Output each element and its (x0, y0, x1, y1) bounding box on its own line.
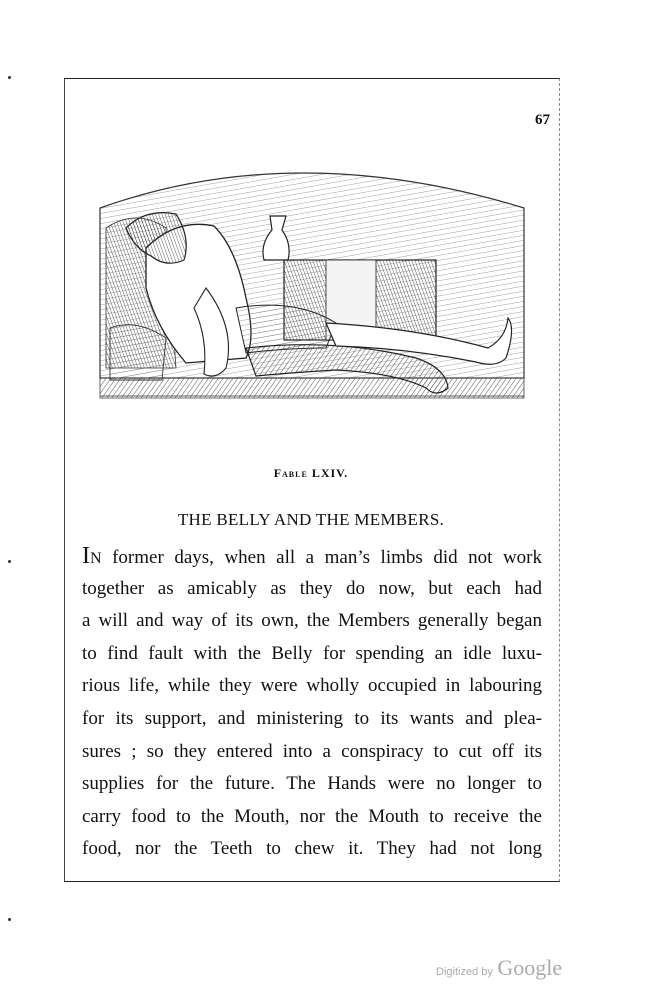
digitized-watermark (436, 955, 562, 981)
body-line-text: together as amicably as they do now, but each had (82, 577, 542, 599)
body-line (82, 736, 542, 769)
body-line (82, 540, 542, 573)
body-line (82, 638, 542, 671)
body-line (82, 801, 542, 834)
body-line-text: food, nor the Teeth to chew it. They had not long (82, 838, 542, 860)
scan-speck (8, 76, 11, 79)
scan-speck (8, 560, 11, 563)
body-line-text: rious life, while they were wholly occupied in labouring (82, 675, 542, 697)
body-line-text: a will and way of its own, the Members generally began (82, 610, 542, 632)
page-number: 67 (535, 112, 550, 128)
sleeping-man-engraving-icon (96, 148, 528, 430)
body-line (82, 833, 542, 866)
body-line (82, 768, 542, 801)
fable-title: THE BELLY AND THE MEMBERS. (177, 510, 445, 529)
body-line (82, 703, 542, 736)
fable-number: Fable LXIV. (273, 466, 349, 480)
body-line-text: for its support, and ministering to its wants and plea- (82, 707, 542, 729)
body-line-text: to find fault with the Belly for spending an idle luxu- (82, 642, 542, 664)
fable-body (82, 540, 542, 866)
drop-cap: I (82, 543, 90, 569)
scan-speck (8, 918, 11, 921)
body-line-text: carry food to the Mouth, nor the Mouth to receive the (82, 805, 542, 827)
body-line-text: sures ; so they entered into a conspiracy to cut off its (82, 740, 542, 762)
google-logo-text: Google (497, 955, 563, 980)
digitized-by-text: Digitized by (436, 966, 493, 978)
small-caps-text: N (90, 550, 102, 567)
first-line-text: former days, when all a man’s limbs did not work (101, 547, 542, 568)
body-line (82, 573, 542, 606)
body-line (82, 605, 542, 638)
body-line-text: supplies for the future. The Hands were no longer to (82, 773, 542, 795)
body-line (82, 670, 542, 703)
